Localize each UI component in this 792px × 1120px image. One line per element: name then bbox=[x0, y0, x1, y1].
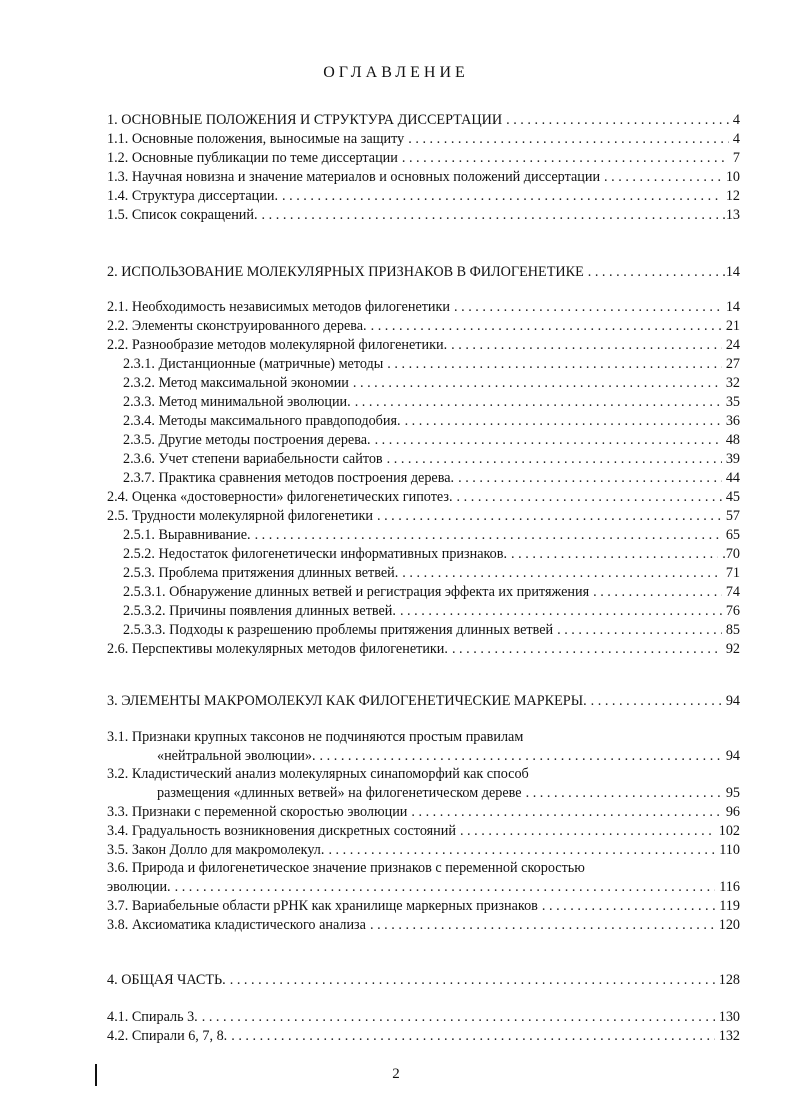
dot-leader bbox=[405, 411, 722, 431]
toc-entry bbox=[107, 186, 740, 206]
toc-entry bbox=[107, 821, 740, 841]
toc-entry bbox=[107, 639, 740, 659]
toc-entry-title: 2.5.3.3. Подходы к разрешению проблемы притяжения длинных ветвей bbox=[123, 622, 554, 638]
toc-entry-page: .70 bbox=[722, 546, 740, 562]
toc-entry bbox=[107, 129, 740, 149]
toc-entry bbox=[123, 392, 740, 412]
toc-entry-title: 2.5.2. Недостаток филогенетически информативных признаков. bbox=[123, 546, 508, 562]
toc-entry-page: 57 bbox=[725, 508, 740, 524]
dot-leader bbox=[408, 129, 729, 149]
toc-entry-title: 1.3. Научная новизна и значение материалов и основных положений диссертации bbox=[107, 169, 601, 185]
toc-entry-title: 3.4. Градуальность возникновения дискретных состояний bbox=[107, 823, 456, 839]
toc-entry-title: 2.3.6. Учет степени вариабельности сайтов bbox=[123, 451, 383, 467]
dot-leader bbox=[402, 148, 729, 168]
toc-entry bbox=[107, 802, 740, 822]
dot-leader bbox=[604, 167, 722, 187]
toc-entry-title: 2.2. Элементы сконструированного дерева. bbox=[107, 318, 367, 334]
toc-entry-title: 1.5. Список сокращений. bbox=[107, 207, 258, 223]
toc-entry bbox=[123, 563, 740, 583]
toc-entry bbox=[107, 262, 740, 282]
toc-entry-title: 2.5.3.1. Обнаружение длинных ветвей и регистрация эффекта их притяжения bbox=[123, 584, 590, 600]
toc-entry-page: 27 bbox=[725, 356, 740, 372]
toc-entry-first-line: 3.2. Кладистический анализ молекулярных синапоморфий как способ bbox=[107, 766, 529, 782]
toc-entry bbox=[123, 525, 740, 545]
toc-entry-page: 4 bbox=[732, 112, 740, 128]
toc-entry-title: 2.3.5. Другие методы построения дерева. bbox=[123, 432, 371, 448]
toc-entry-page: .14 bbox=[722, 264, 740, 280]
toc-entry-page: 12 bbox=[725, 188, 740, 204]
toc-entry bbox=[107, 167, 740, 187]
toc-entry-page: 119 bbox=[719, 898, 740, 914]
toc-entry-page: .13 bbox=[722, 207, 740, 223]
dot-leader bbox=[230, 970, 715, 990]
toc-entry bbox=[107, 487, 740, 507]
toc-entry-page: 32 bbox=[725, 375, 740, 391]
toc-entry bbox=[123, 468, 740, 488]
dot-leader bbox=[175, 877, 716, 897]
toc-entry bbox=[123, 373, 740, 393]
toc-entry-page: 120 bbox=[718, 917, 740, 933]
dot-leader bbox=[355, 392, 722, 412]
toc-entry-page: 94 bbox=[725, 748, 740, 764]
toc-entry-title: 1.1. Основные положения, выносимые на защиту bbox=[107, 131, 405, 147]
toc-entry-page: 110 bbox=[719, 842, 740, 858]
dot-leader bbox=[411, 802, 721, 822]
toc-entry bbox=[107, 316, 740, 336]
dot-leader bbox=[452, 639, 722, 659]
dot-leader bbox=[375, 430, 722, 450]
toc-entry-page: 65 bbox=[725, 527, 740, 543]
dot-leader bbox=[588, 262, 719, 282]
toc-entry-page: 44 bbox=[725, 470, 740, 486]
toc-entry bbox=[107, 915, 740, 935]
toc-entry bbox=[123, 449, 740, 469]
toc-title: ОГЛАВЛЕНИЕ bbox=[323, 64, 469, 81]
toc-entry-page: 96 bbox=[725, 804, 740, 820]
toc-entry-title: 3. ЭЛЕМЕНТЫ МАКРОМОЛЕКУЛ КАК ФИЛОГЕНЕТИЧЕСКИЕ МАРКЕРЫ. bbox=[107, 693, 587, 709]
toc-entry bbox=[107, 297, 740, 317]
toc-entry-title: 4.1. Спираль 3. bbox=[107, 1009, 198, 1025]
toc-entry bbox=[107, 506, 740, 526]
toc-entry-page: 35 bbox=[725, 394, 740, 410]
toc-entry bbox=[107, 896, 740, 916]
toc-entry bbox=[123, 601, 740, 621]
toc-entry-title: 2.5.3.2. Причины появления длинных ветвей. bbox=[123, 603, 396, 619]
dot-leader bbox=[353, 373, 722, 393]
page-number: 2 bbox=[392, 1066, 400, 1082]
toc-entry-title: 2.5.1. Выравнивание. bbox=[123, 527, 251, 543]
dot-leader bbox=[255, 525, 722, 545]
toc-entry-page: 94 bbox=[725, 693, 740, 709]
toc-entry bbox=[157, 783, 740, 803]
toc-entry-title: 3.8. Аксиоматика кладистического анализа bbox=[107, 917, 366, 933]
toc-entry bbox=[107, 205, 740, 225]
toc-entry-page: 74 bbox=[725, 584, 740, 600]
toc-entry-title: 2.2. Разнообразие методов молекулярной филогенетики. bbox=[107, 337, 448, 353]
dot-leader bbox=[231, 1026, 714, 1046]
toc-entry-page: 128 bbox=[718, 972, 740, 988]
toc-entry bbox=[157, 746, 740, 766]
dot-leader bbox=[542, 896, 715, 916]
toc-entry-page: 39 bbox=[725, 451, 740, 467]
toc-entry-page: 36 bbox=[725, 413, 740, 429]
toc-entry-title: 2. ИСПОЛЬЗОВАНИЕ МОЛЕКУЛЯРНЫХ ПРИЗНАКОВ В ФИЛОГЕНЕТИКЕ bbox=[107, 264, 584, 280]
toc-entry-page: 76 bbox=[725, 603, 740, 619]
dot-leader bbox=[377, 506, 722, 526]
dot-leader bbox=[591, 691, 722, 711]
toc-entry-page: 7 bbox=[732, 150, 740, 166]
toc-entry-title: 4. ОБЩАЯ ЧАСТЬ. bbox=[107, 972, 226, 988]
toc-entry-page: 14 bbox=[725, 299, 740, 315]
toc-entry bbox=[123, 620, 740, 640]
dot-leader bbox=[457, 487, 722, 507]
toc-entry-page: 92 bbox=[725, 641, 740, 657]
toc-entry bbox=[107, 335, 740, 355]
toc-entry-page: 85 bbox=[725, 622, 740, 638]
toc-entry-title: 3.5. Закон Долло для макромолекул. bbox=[107, 842, 325, 858]
toc-entry-title: 2.3.7. Практика сравнения методов построения дерева. bbox=[123, 470, 455, 486]
toc-entry-page: 71 bbox=[725, 565, 740, 581]
toc-entry-title: 3.3. Признаки с переменной скоростью эволюции bbox=[107, 804, 408, 820]
dot-leader bbox=[202, 1007, 715, 1027]
toc-entry-first-line: 3.6. Природа и филогенетическое значение признаков с переменной скоростью bbox=[107, 860, 585, 876]
toc-entry-title: «нейтральной эволюции». bbox=[157, 748, 316, 764]
toc-entry-title: 2.5. Трудности молекулярной филогенетики bbox=[107, 508, 373, 524]
toc-entry-page: 95 bbox=[725, 785, 740, 801]
toc-entry bbox=[123, 354, 740, 374]
toc-entry bbox=[107, 691, 740, 711]
dot-leader bbox=[371, 316, 722, 336]
toc-entry-title: 2.3.1. Дистанционные (матричные) методы bbox=[123, 356, 384, 372]
toc-entry-title: 2.1. Необходимость независимых методов филогенетики bbox=[107, 299, 451, 315]
toc-entry-title: 1. ОСНОВНЫЕ ПОЛОЖЕНИЯ И СТРУКТУРА ДИССЕРТАЦИИ bbox=[107, 112, 503, 128]
dot-leader bbox=[387, 354, 722, 374]
dot-leader bbox=[387, 449, 722, 469]
toc-entry bbox=[123, 582, 740, 602]
toc-entry bbox=[107, 877, 740, 897]
toc-entry bbox=[107, 970, 740, 990]
dot-leader bbox=[282, 186, 722, 206]
toc-entry bbox=[107, 1026, 740, 1046]
toc-entry bbox=[123, 544, 740, 564]
dot-leader bbox=[511, 544, 718, 564]
toc-entry bbox=[123, 411, 740, 431]
toc-entry bbox=[107, 148, 740, 168]
dot-leader bbox=[328, 840, 715, 860]
toc-entry-page: 45 bbox=[725, 489, 740, 505]
dot-leader bbox=[400, 601, 722, 621]
toc-entry-title: 2.6. Перспективы молекулярных методов филогенетики. bbox=[107, 641, 448, 657]
toc-entry-title: 2.4. Оценка «достоверности» филогенетических гипотез. bbox=[107, 489, 453, 505]
dot-leader bbox=[262, 205, 719, 225]
dot-leader bbox=[402, 563, 722, 583]
toc-entry bbox=[123, 430, 740, 450]
dot-leader bbox=[458, 468, 722, 488]
toc-entry-page: 21 bbox=[725, 318, 740, 334]
dot-leader bbox=[460, 821, 715, 841]
dot-leader bbox=[370, 915, 715, 935]
toc-entry-title: 3.7. Вариабельные области рРНК как хранилище маркерных признаков bbox=[107, 898, 538, 914]
dot-leader bbox=[526, 783, 722, 803]
toc-entry-first-line: 3.1. Признаки крупных таксонов не подчиняются простым правилам bbox=[107, 729, 524, 745]
dot-leader bbox=[320, 746, 722, 766]
toc-entry-page: 116 bbox=[719, 879, 740, 895]
toc-entry-page: 10 bbox=[725, 169, 740, 185]
toc-entry bbox=[107, 110, 740, 130]
toc-entry-title: 2.3.3. Метод минимальной эволюции. bbox=[123, 394, 351, 410]
toc-entry-page: 132 bbox=[718, 1028, 740, 1044]
dot-leader bbox=[506, 110, 729, 130]
toc-entry bbox=[107, 840, 740, 860]
dot-leader bbox=[557, 620, 722, 640]
toc-entry-title: 2.3.4. Методы максимального правдоподобия. bbox=[123, 413, 401, 429]
toc-entry-page: 130 bbox=[718, 1009, 740, 1025]
toc-entry-page: 24 bbox=[725, 337, 740, 353]
dot-leader bbox=[451, 335, 722, 355]
dot-leader bbox=[593, 582, 722, 602]
toc-entry-page: 102 bbox=[718, 823, 740, 839]
toc-entry-page: 4 bbox=[732, 131, 740, 147]
toc-entry-page: 48 bbox=[725, 432, 740, 448]
toc-entry-title: 4.2. Спирали 6, 7, 8. bbox=[107, 1028, 228, 1044]
toc-entry bbox=[107, 1007, 740, 1027]
toc-entry-title: 2.3.2. Метод максимальной экономии bbox=[123, 375, 349, 391]
toc-entry-title: 1.2. Основные публикации по теме диссертации bbox=[107, 150, 398, 166]
toc-entry-title: 2.5.3. Проблема притяжения длинных ветвей. bbox=[123, 565, 399, 581]
toc-entry-title: эволюции. bbox=[107, 879, 171, 895]
dot-leader bbox=[454, 297, 722, 317]
toc-entry-title: размещения «длинных ветвей» на филогенетическом дереве bbox=[157, 785, 522, 801]
toc-entry-title: 1.4. Структура диссертации. bbox=[107, 188, 279, 204]
